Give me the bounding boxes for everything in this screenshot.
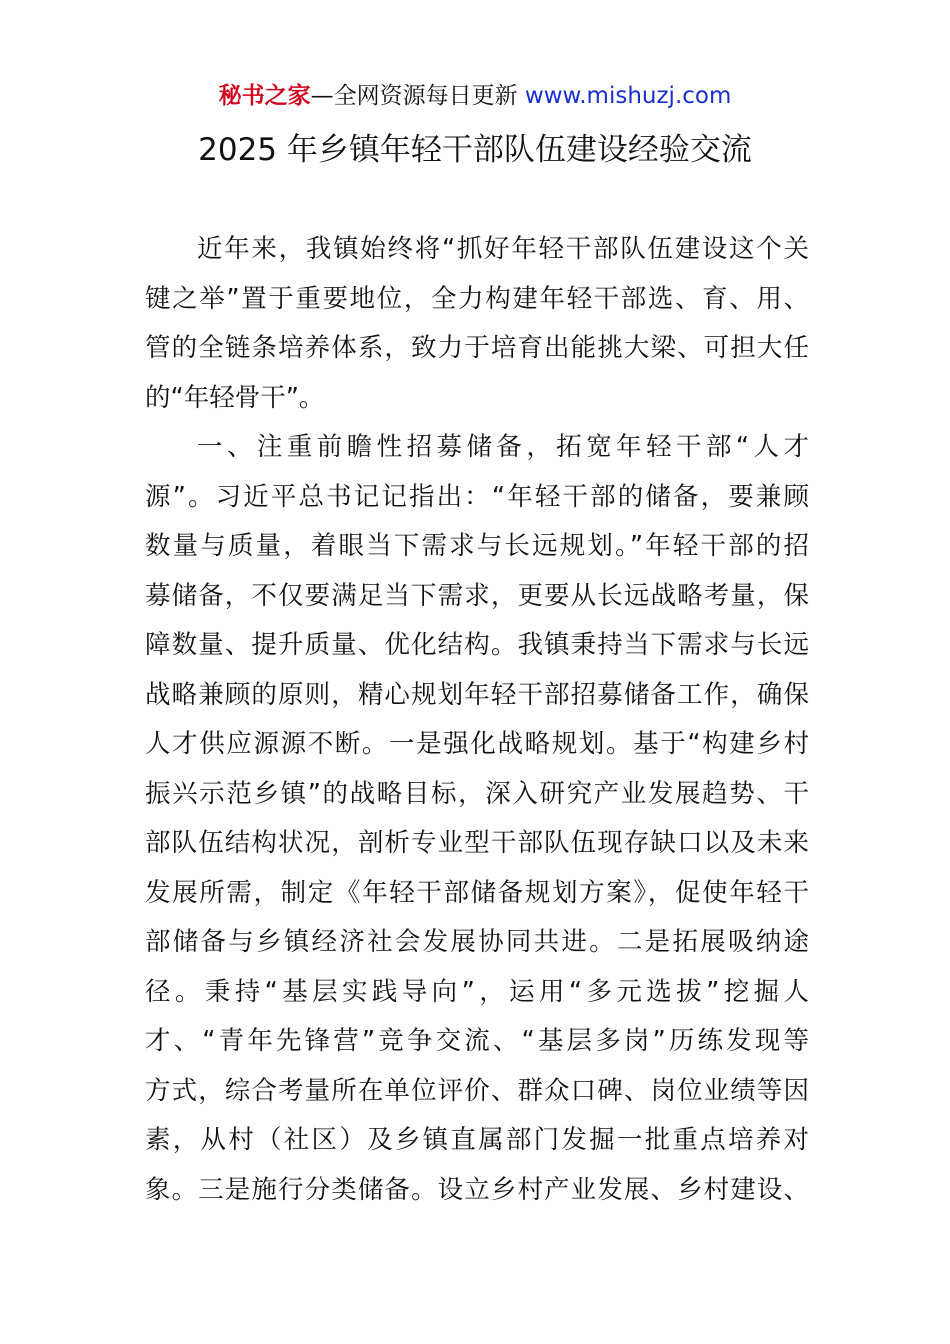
document-body (145, 225, 809, 1215)
body-line: 素，从村（社区）及乡镇直属部门发掘一批重点培养对 (145, 1125, 809, 1155)
body-line: 发展所需，制定《年轻干部储备规划方案》，促使年轻干 (145, 877, 809, 908)
document-title: 2025 年乡镇年轻干部队伍建设经验交流 (198, 132, 752, 168)
body-line: 振兴示范乡镇”的战略目标，深入研究产业发展趋势、干 (145, 778, 809, 809)
body-line: 管的全链条培养体系，致力于培育出能挑大梁、可担大任 (145, 333, 809, 363)
body-line: 源”。习近平总书记记指出：“年轻干部的储备，要兼顾 (145, 481, 809, 512)
body-line: 战略兼顾的原则，精心规划年轻干部招募储备工作，确保 (145, 679, 809, 710)
body-line: 方式，综合考量所在单位评价、群众口碑、岗位业绩等因 (145, 1075, 809, 1106)
body-line: 键之举”置于重要地位，全力构建年轻干部选、育、用、 (145, 283, 809, 314)
body-line: 近年来，我镇始终将“抓好年轻干部队伍建设这个关 (197, 234, 809, 264)
body-line: 人才供应源源不断。一是强化战略规划。基于“构建乡村 (145, 729, 809, 759)
header-tagline: —全网资源每日更新 (310, 83, 518, 109)
body-line: 障数量、提升质量、优化结构。我镇秉持当下需求与长远 (145, 630, 809, 660)
site-url-link[interactable]: www.mishuzj.com (524, 83, 732, 109)
body-line: 数量与质量，着眼当下需求与长远规划。”年轻干部的招 (145, 531, 809, 561)
body-line: 象。三是施行分类储备。设立乡村产业发展、乡村建设、 (145, 1174, 809, 1205)
site-header (0, 80, 950, 112)
body-line: 才、“青年先锋营”竞争交流、“基层多岗”历练发现等 (145, 1026, 809, 1056)
body-line: 募储备，不仅要满足当下需求，更要从长远战略考量，保 (145, 580, 809, 611)
body-line: 部队伍结构状况，剖析专业型干部队伍现存缺口以及未来 (145, 828, 809, 858)
body-line: 部储备与乡镇经济社会发展协同共进。二是拓展吸纳途 (145, 927, 809, 957)
body-line: 一、注重前瞻性招募储备，拓宽年轻干部“人才 (197, 432, 809, 462)
body-line: 的“年轻骨干”。 (145, 382, 325, 413)
body-line: 径。秉持“基层实践导向”，运用“多元选拔”挖掘人 (145, 976, 809, 1007)
brand-name: 秘书之家 (218, 83, 311, 109)
